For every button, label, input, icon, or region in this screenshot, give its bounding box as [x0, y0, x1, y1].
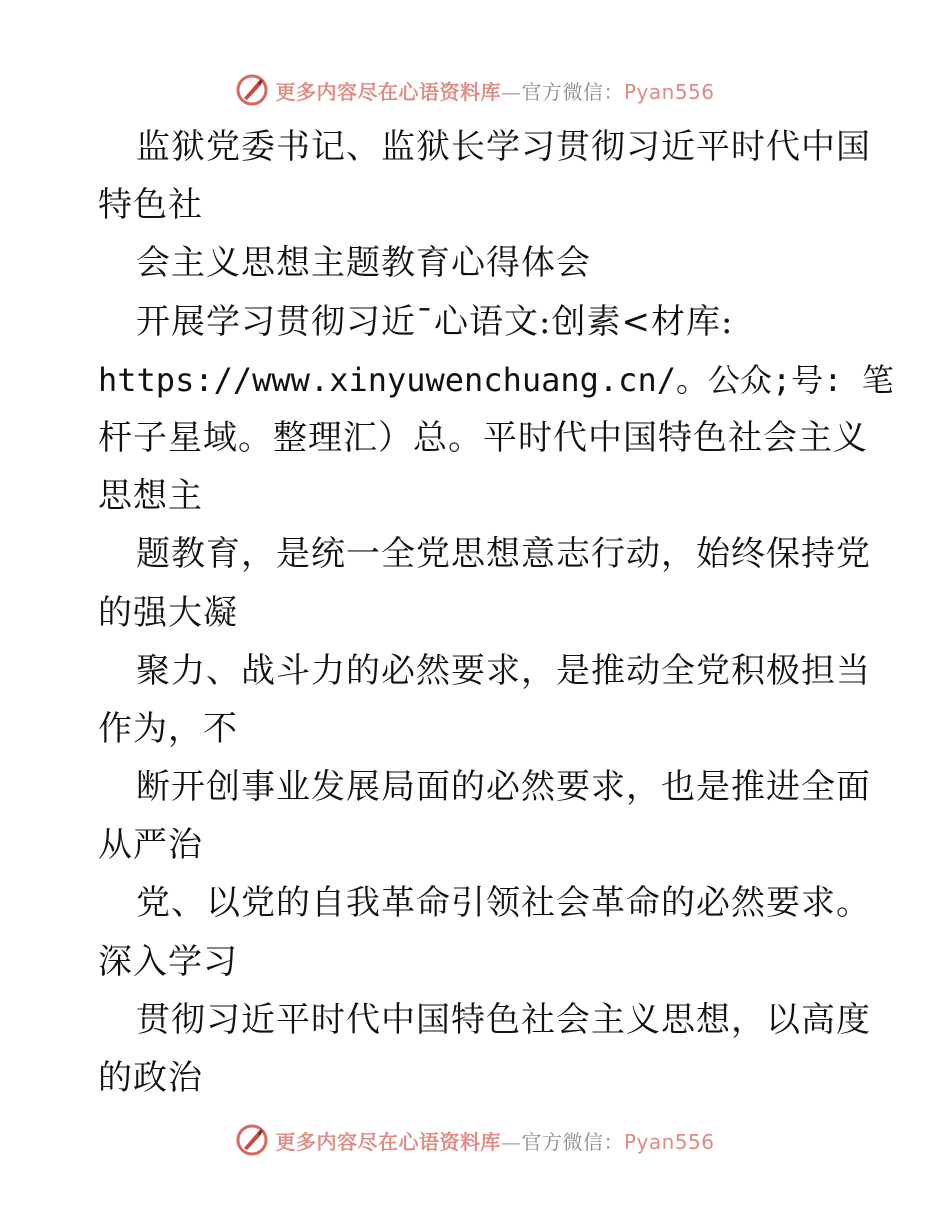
text-line: https://www.xinyuwenchuang.cn/。公众;号: 笔: [98, 360, 894, 399]
text-line: 聚力、战斗力的必然要求，是推动全党积极担当: [136, 650, 871, 691]
document-body: [98, 118, 894, 1107]
text-line: 特色社: [98, 185, 203, 226]
watermark-suffix: 官方微信：: [521, 79, 624, 104]
watermark-brand: 更多内容尽在心语资料库: [275, 1129, 501, 1154]
text-line: 思想主: [98, 476, 203, 517]
text-line: 杆子星域。整理汇）总。平时代中国特色社会主义: [98, 417, 868, 458]
text-line: 开展学习贯彻习近¯心语文:创素<材库:: [136, 301, 734, 342]
watermark-text: [275, 76, 714, 105]
watermark-handle: Pyan556: [623, 79, 715, 104]
watermark-separator: —: [500, 1129, 522, 1154]
watermark-brand: 更多内容尽在心语资料库: [275, 79, 501, 104]
text-line: 的政治: [98, 1058, 203, 1098]
text-line: 题教育，是统一全党思想意志行动，始终保持党: [136, 534, 871, 575]
text-line: 会主义思想主题教育心得体会: [136, 243, 591, 284]
watermark-text: [275, 1126, 714, 1155]
pen-seal-icon: [235, 1123, 269, 1157]
text-line: 深入学习: [98, 941, 238, 982]
watermark-separator: —: [500, 79, 522, 104]
text-line: 贯彻习近平时代中国特色社会主义思想，以高度: [136, 999, 871, 1040]
text-line: 作为，不: [98, 708, 238, 749]
header-watermark: [0, 70, 950, 110]
text-line: 党、以党的自我革命引领社会革命的必然要求。: [136, 883, 871, 924]
text-line: 的强大凝: [98, 592, 238, 633]
watermark-suffix: 官方微信：: [521, 1129, 624, 1154]
watermark-handle: Pyan556: [623, 1129, 715, 1154]
pen-seal-icon: [235, 73, 269, 107]
text-line: 监狱党委书记、监狱长学习贯彻习近平时代中国: [136, 127, 871, 167]
footer-watermark: [0, 1120, 950, 1160]
text-line: 从严治: [98, 825, 203, 866]
text-line: 断开创事业发展局面的必然要求，也是推进全面: [136, 767, 871, 808]
